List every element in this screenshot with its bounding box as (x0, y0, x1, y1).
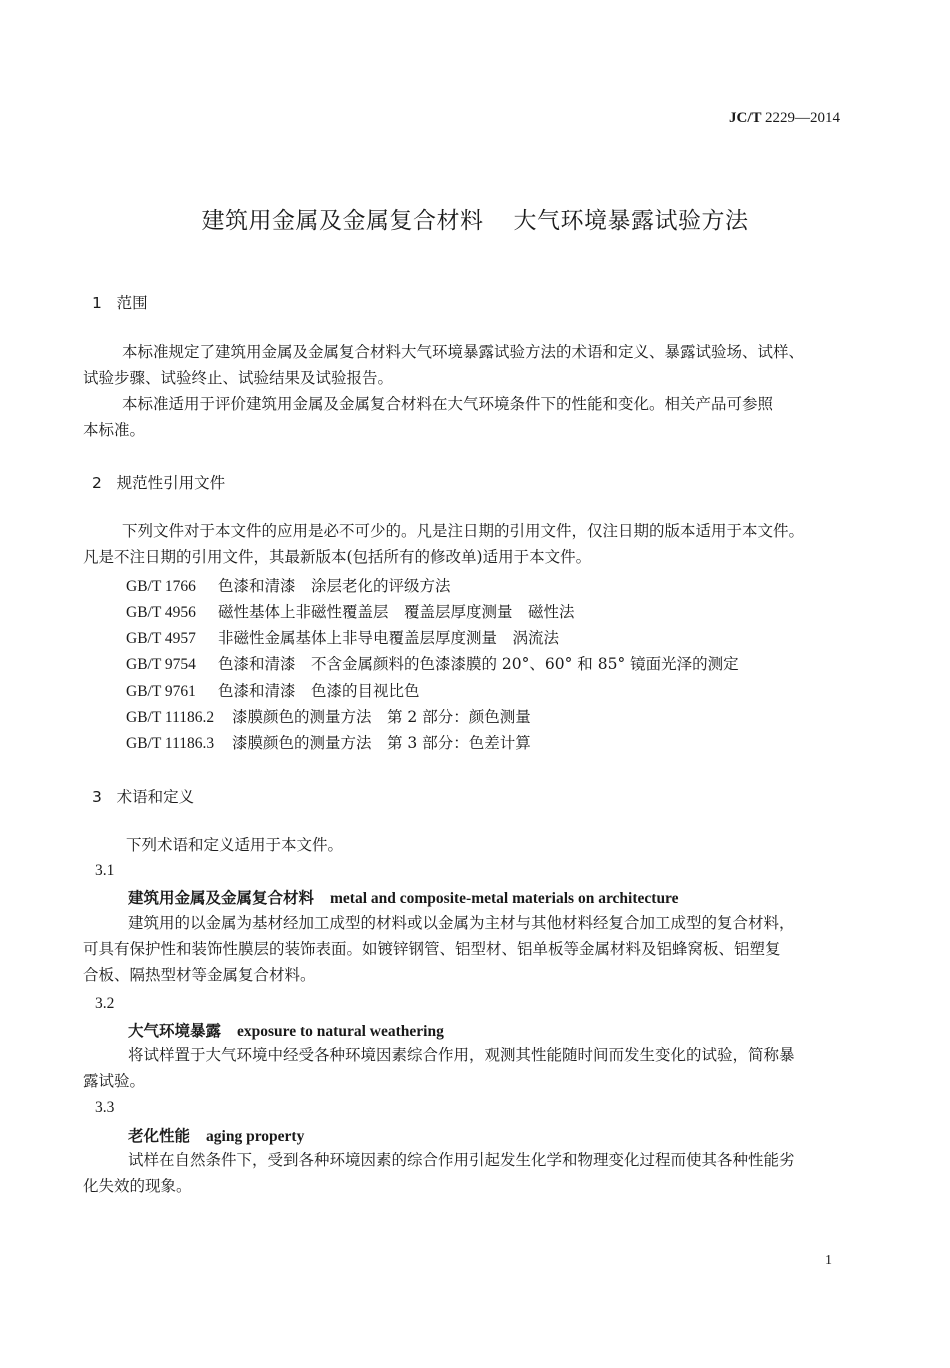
paragraph-line: 将试样置于大气环境中经受各种环境因素综合作用，观测其性能随时间而发生变化的试验，简称暴 (128, 1046, 795, 1064)
title-part-2: 大气环境暴露试验方法 (513, 208, 749, 234)
standard-code (729, 110, 840, 127)
paragraph-line: 本标准规定了建筑用金属及金属复合材料大气环境暴露试验方法的术语和定义、暴露试验场、试样、 (122, 343, 805, 361)
reference-code: GB/T 4956 (126, 604, 196, 621)
section-3-heading (92, 785, 194, 807)
section-title: 范围 (116, 294, 148, 312)
reference-title: 漆膜颜色的测量方法 第 3 部分：色差计算 (232, 734, 531, 752)
paragraph-line: 合板、隔热型材等金属复合材料。 (83, 966, 316, 984)
standard-code-prefix: JC/T (729, 110, 762, 126)
reference-title: 色漆和清漆 涂层老化的评级方法 (218, 577, 451, 595)
section-number: 3 (92, 788, 102, 806)
reference-code: GB/T 9754 (126, 656, 196, 673)
term-zh: 大气环境暴露 (128, 1022, 222, 1040)
reference-code: GB/T 11186.3 (126, 735, 215, 752)
reference-code: GB/T 11186.2 (126, 709, 215, 726)
paragraph-line: 化失效的现象。 (83, 1177, 192, 1195)
reference-title: 色漆和清漆 色漆的目视比色 (218, 682, 420, 700)
term-zh: 建筑用金属及金属复合材料 (128, 889, 315, 907)
reference-item (126, 600, 575, 622)
term-number: 3.2 (95, 995, 115, 1012)
document-title (0, 202, 950, 235)
page-number: 1 (825, 1253, 832, 1268)
term-en: exposure to natural weathering (237, 1023, 444, 1040)
term-en: metal and composite-metal materials on architecture (330, 890, 679, 907)
reference-item (126, 705, 531, 727)
section-title: 规范性引用文件 (116, 474, 226, 492)
term-number: 3.1 (95, 862, 115, 879)
paragraph-line: 本标准。 (83, 421, 146, 439)
reference-item (126, 626, 559, 648)
paragraph-line: 下列术语和定义适用于本文件。 (126, 836, 344, 854)
paragraph-line: 试验步骤、试验终止、试验结果及试验报告。 (83, 369, 394, 387)
paragraph-line: 可具有保护性和装饰性膜层的装饰表面。如镀锌钢管、铝型材、铝单板等金属材料及铝蜂窝板、铝塑复 (83, 940, 781, 958)
reference-title: 色漆和清漆 不含金属颜料的色漆漆膜的 20°、60° 和 85° 镜面光泽的测定 (218, 655, 739, 673)
reference-code: GB/T 1766 (126, 578, 196, 595)
section-1-heading (92, 291, 148, 313)
reference-title: 磁性基体上非磁性覆盖层 覆盖层厚度测量 磁性法 (218, 603, 575, 621)
reference-item (126, 652, 739, 674)
reference-item (126, 731, 531, 753)
paragraph-line: 建筑用的以金属为基材经加工成型的材料或以金属为主材与其他材料经复合加工成型的复合材料， (128, 914, 795, 932)
reference-code: GB/T 4957 (126, 630, 196, 647)
reference-code: GB/T 9761 (126, 683, 196, 700)
section-number: 1 (92, 294, 102, 312)
section-number: 2 (92, 474, 102, 492)
paragraph-line: 露试验。 (83, 1072, 146, 1090)
paragraph-line: 试样在自然条件下，受到各种环境因素的综合作用引起发生化学和物理变化过程而使其各种性能劣 (128, 1151, 795, 1169)
title-part-1: 建筑用金属及金属复合材料 (201, 208, 484, 234)
term-number: 3.3 (95, 1099, 115, 1116)
paragraph-line: 凡是不注日期的引用文件，其最新版本(包括所有的修改单)适用于本文件。 (83, 548, 592, 566)
term-heading (128, 1019, 444, 1041)
term-zh: 老化性能 (128, 1127, 191, 1145)
standard-code-year: 2229—2014 (765, 110, 840, 126)
term-heading (128, 886, 679, 908)
paragraph-line: 本标准适用于评价建筑用金属及金属复合材料在大气环境条件下的性能和变化。相关产品可参照 (122, 395, 774, 413)
section-2-heading (92, 471, 225, 493)
term-en: aging property (206, 1128, 305, 1145)
reference-item (126, 679, 420, 701)
reference-item (126, 574, 451, 596)
paragraph-line: 下列文件对于本文件的应用是必不可少的。凡是注日期的引用文件，仅注日期的版本适用于本文件。 (122, 522, 805, 540)
reference-title: 漆膜颜色的测量方法 第 2 部分：颜色测量 (232, 708, 531, 726)
term-heading (128, 1124, 304, 1146)
reference-title: 非磁性金属基体上非导电覆盖层厚度测量 涡流法 (218, 629, 560, 647)
section-title: 术语和定义 (116, 788, 195, 806)
